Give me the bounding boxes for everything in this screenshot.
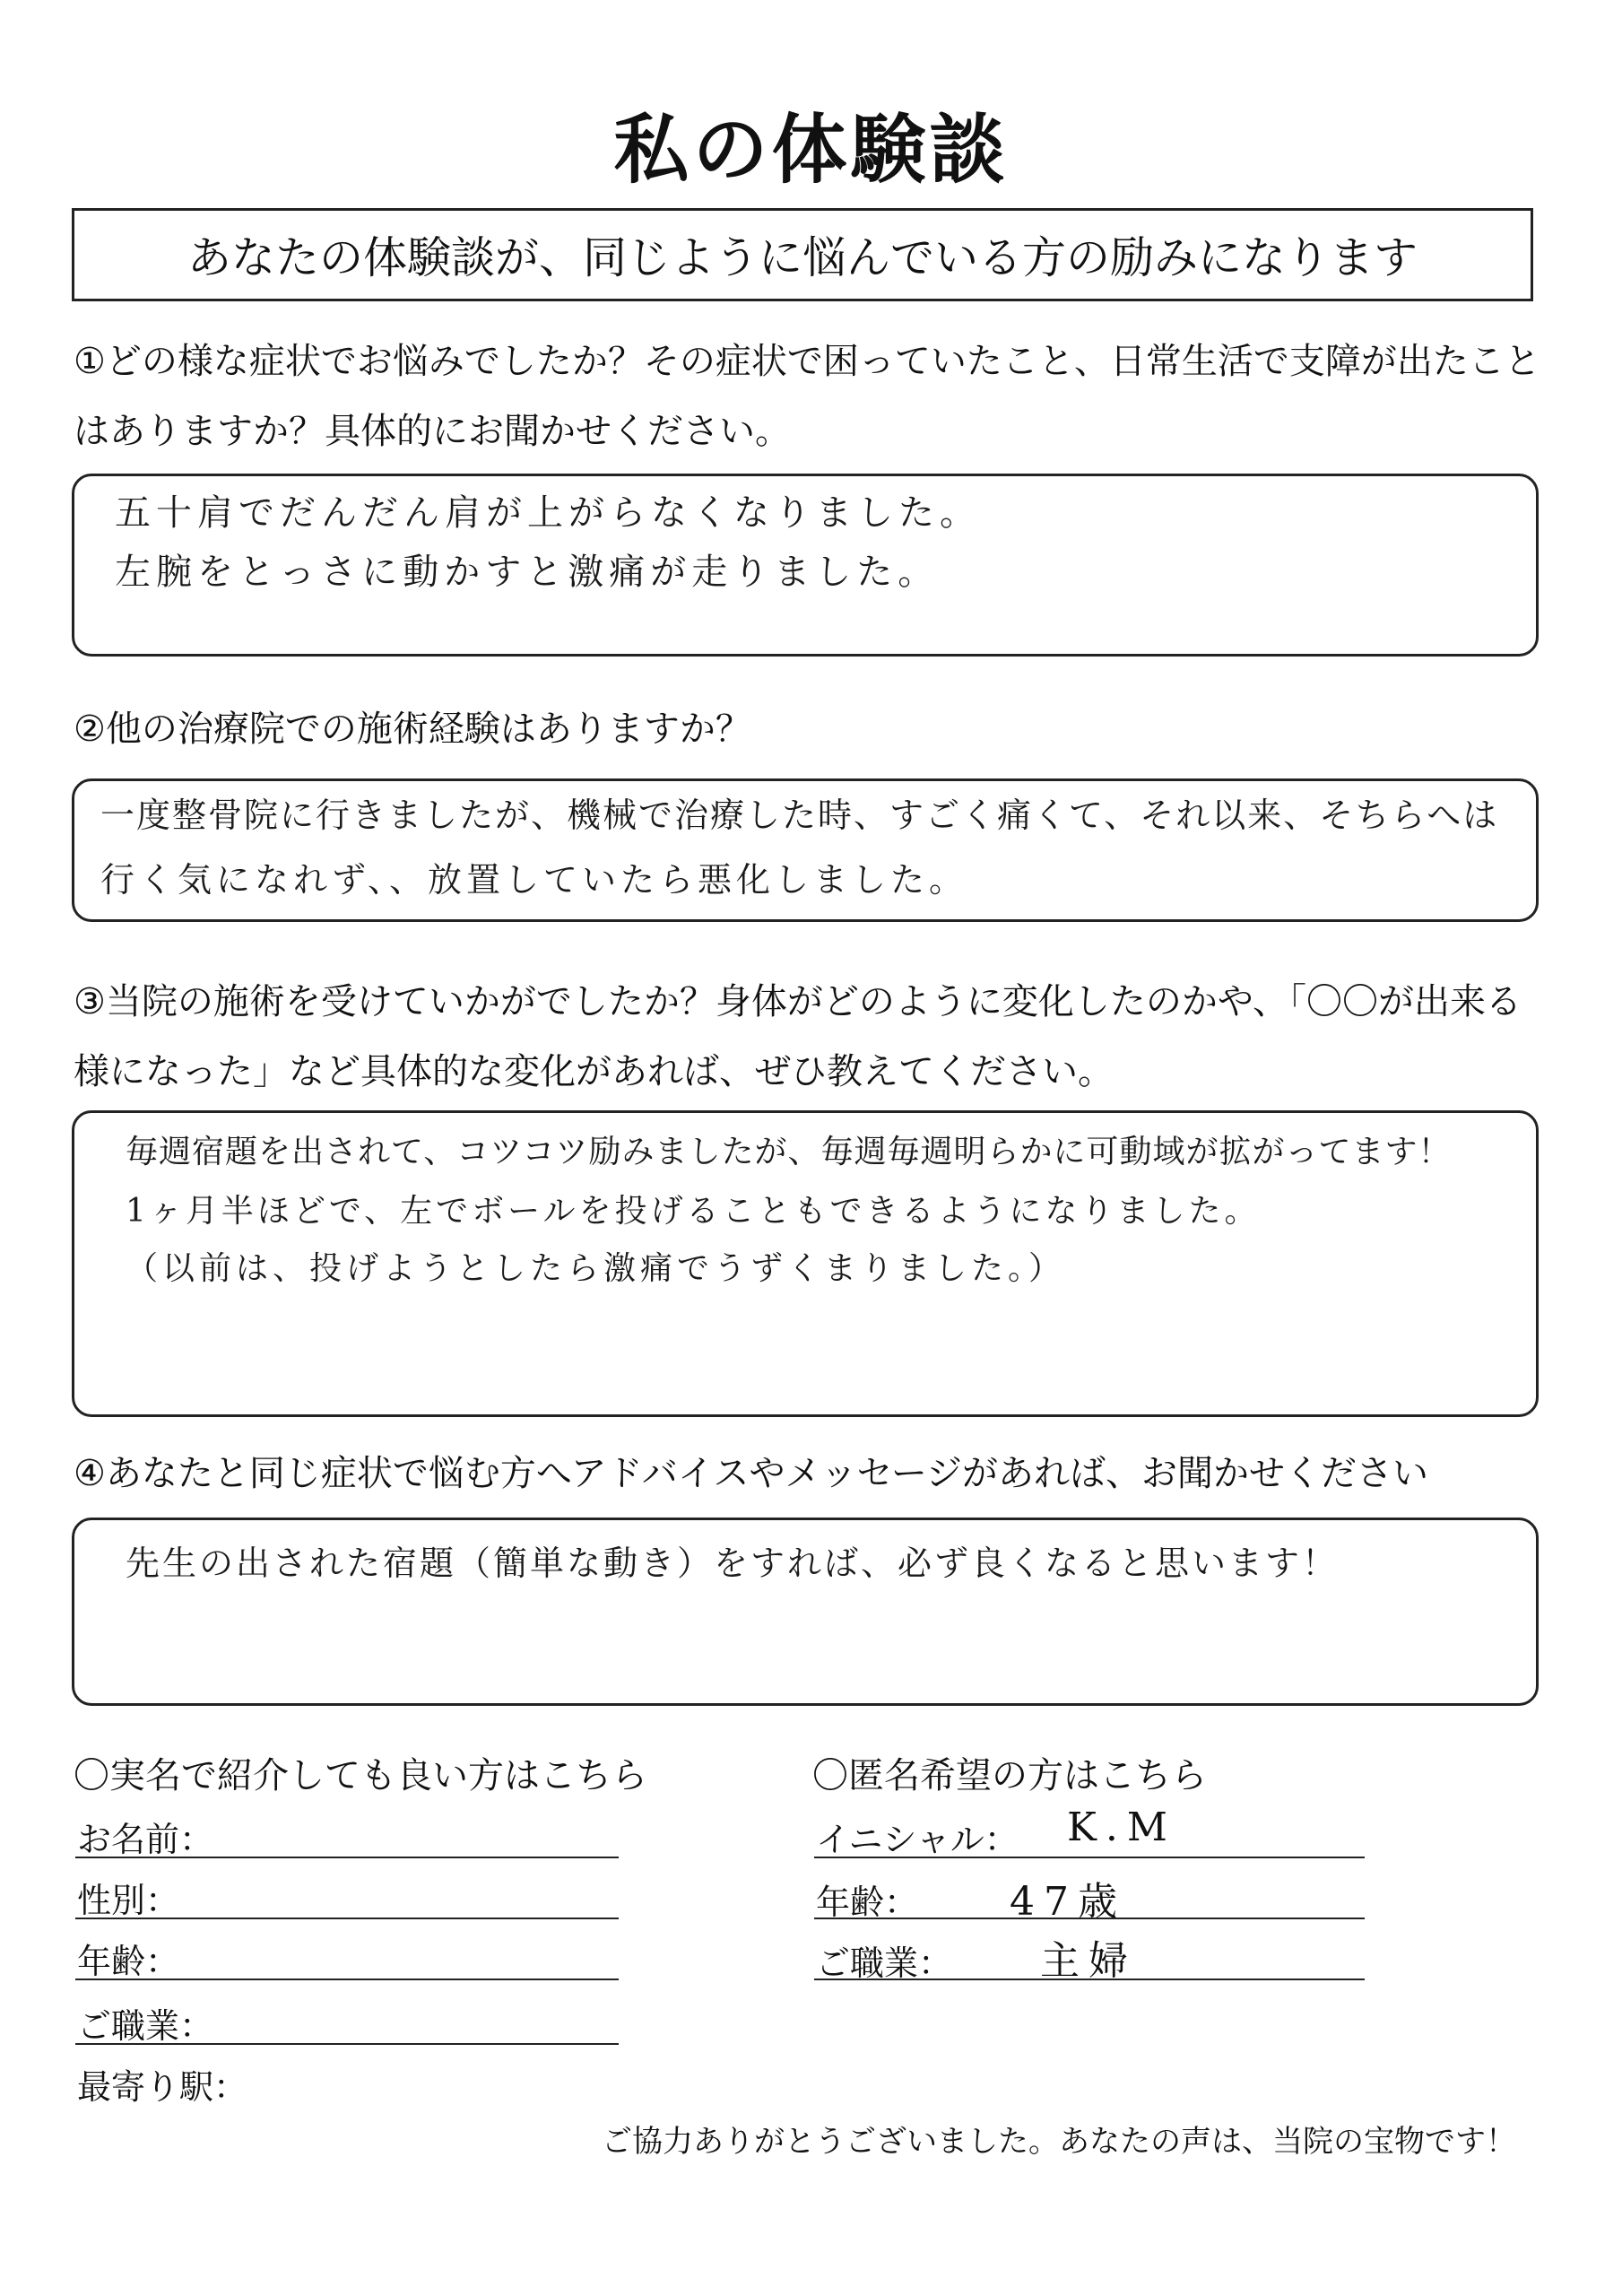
question-2-line-1: ②他の治療院での施術経験はありますか？	[74, 709, 751, 750]
question-3-line-2: 様になった」など具体的な変化があれば、ぜひ教えてください。	[74, 1051, 1114, 1092]
anonymous-field-initials-label: イニシャル：	[816, 1820, 1019, 1859]
anonymous-field-occupation-value: 主婦	[1040, 1938, 1137, 1984]
realname-field-age-line	[75, 1979, 619, 1980]
subtitle-box	[72, 208, 1533, 301]
answer-1-line-1: 五十肩でだんだん肩が上がらなくなりました。	[115, 492, 981, 534]
footer-message: ご協力ありがとうございました。あなたの声は、当院の宝物です！	[602, 2124, 1516, 2160]
anonymous-field-age-label: 年齢：	[816, 1883, 919, 1922]
realname-field-occupation-line	[75, 2043, 619, 2045]
question-1	[74, 326, 1544, 466]
question-4-line-1: ④あなたと同じ症状で悩む方へアドバイスやメッセージがあれば、お聞かせください	[74, 1453, 1429, 1494]
realname-field-age-label: 年齢：	[77, 1942, 180, 1981]
question-1-line-2: はありますか？具体的にお聞かせください。	[74, 411, 791, 452]
anonymous-field-occupation-label: ご職業：	[816, 1944, 953, 1983]
realname-field-occupation-label: ご職業：	[77, 2006, 214, 2046]
question-3	[74, 967, 1544, 1107]
realname-field-name-label: お名前：	[77, 1820, 214, 1859]
question-3-line-1: ③当院の施術を受けていかがでしたか？身体がどのように変化したのかや、「〇〇が出来る	[74, 981, 1522, 1022]
realname-field-gender-label: 性別：	[77, 1881, 180, 1920]
anonymous-heading: 〇匿名希望の方はこちら	[812, 1755, 1207, 1796]
realname-field-name-line	[75, 1857, 619, 1858]
answer-2-line-2: 行く気になれず、、放置していたら悪化しました。	[100, 860, 967, 900]
realname-heading: 〇実名で紹介しても良い方はこちら	[74, 1755, 647, 1796]
question-2	[74, 694, 1544, 764]
question-4	[74, 1439, 1544, 1509]
anonymous-field-age-value: 47歳	[1010, 1879, 1126, 1925]
question-1-line-1: ①どの様な症状でお悩みでしたか？その症状で困っていたこと、日常生活で支障が出たこと	[74, 341, 1540, 382]
page-title: 私の体験談	[613, 106, 1009, 194]
anonymous-field-initials-line	[814, 1857, 1365, 1858]
subtitle-text: あなたの体験談が、同じように悩んでいる方の励みになります	[186, 232, 1418, 283]
realname-field-station-label: 最寄り駅：	[77, 2067, 248, 2107]
realname-field-gender-line	[75, 1918, 619, 1919]
anonymous-field-age-line	[814, 1918, 1365, 1919]
answer-1-line-2: 左腕をとっさに動かすと激痛が走りました。	[115, 552, 940, 593]
answer-3-line-1: 毎週宿題を出されて、コツコツ励みましたが、毎週毎週明らかに可動域が拡がってます！	[126, 1134, 1452, 1170]
answer-3-line-3: （以前は、投げようとしたら激痛でうずくまりました。）	[126, 1250, 1066, 1287]
answer-4-line-1: 先生の出された宿題（簡単な動き）をすれば、必ず良くなると思います！	[126, 1544, 1340, 1583]
anonymous-field-initials-value: K.M	[1067, 1805, 1176, 1850]
answer-2-line-1: 一度整骨院に行きましたが、機械で治療した時、すごく痛くて、それ以来、そちらへは	[100, 796, 1499, 835]
answer-3-line-2: 1ヶ月半ほどで、左でボールを投げることもできるようになりました。	[126, 1193, 1261, 1230]
anonymous-field-occupation-line	[814, 1979, 1365, 1980]
